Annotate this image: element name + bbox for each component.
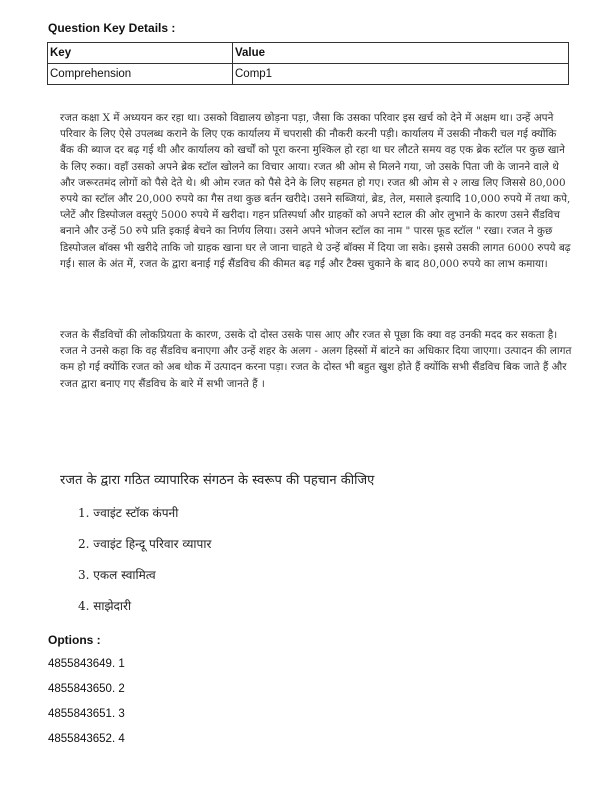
question-text: रजत के द्वारा गठित व्यापारिक संगठन के स्वरूप की पहचान कीजिए [60, 473, 375, 488]
option-item: 4855843651. 3 [48, 708, 125, 720]
table-row [48, 64, 569, 85]
question-key-heading: Question Key Details : [48, 21, 176, 35]
answer-choice: 1. ज्वाइंट स्टॉक कंपनी [78, 506, 179, 520]
row-value-cell: Comp1 [233, 64, 569, 85]
option-item: 4855843652. 4 [48, 733, 125, 745]
key-column-header: Key [48, 43, 233, 64]
option-item: 4855843650. 2 [48, 683, 125, 695]
answer-choice: 2. ज्वाइंट हिन्दू परिवार व्यापार [78, 537, 212, 551]
comprehension-paragraph-1: रजत कक्षा X में अध्ययन कर रहा था। उसको विद्यालय छोड़ना पड़ा, जैसा कि उसका परिवार इस खर्च को देने में अक्षम था। उन्हें अपने परिवार के लिए ऐसे उपलब्ध कराने के लिए एक कार्यालय में चपरासी की नौकरी करनी पड़ी। कार्यालय में उसकी नौकरी चल गई क्योंकि बैंक की ब्याज दर बढ़ गई थी और कार्यालय को खर्चों को पूरा करना मुश्किल हो रहा था घर लौटते समय वह एक ब्रेक स्टॉल पर कुछ खाने के लिए रुका। वहाँ उसको अपने ब्रेक स्टॉल खोलने का विचार आया। रजत श्री ओम से मिलने गया, जो उसके पिता जी के जानने वाले थे और जरूरतमंद लोगों को पैसे देते थे। श्री ओम रजत को पैसे देने के लिए सहमत हो गए। रजत श्री ओम से २ लाख लिए जिससे 80,000 रुपये का स्टॉल और 20,000 रुपये का गैस तथा कुछ बर्तन खरीदे। उसने सब्जियां, ब्रेड, तेल, मसाले इत्यादि 10,000 रुपये में तथा कपे, प्लेटें और डिस्पोजल वस्तुएं 5000 रुपये में खरीदा। गहन प्रतिस्पर्धा और ग्राहकों को अपने स्टाल की ओर लुभाने के कारण उसने सैंडविच बनाने और उन्हें 50 रुपे प्रति इकाई बेचने का निर्णय लिया। उसने अपने भोजन स्टॉल का नाम " पारस फूड स्टॉल " रखा। रजत ने कुछ डिस्पोजल बॉक्स भी खरीदे ताकि जो ग्राहक खाना घर ले जाना चाहते थे उन्हें बॉक्स में दिया जा सके। इससे उसकी लागत 6000 रुपये बढ़ गई। साल के अंत में, रजत के द्वारा बनाई गई सैंडविच की कीमत बढ़ गई और टैक्स चुकाने के बाद 80,000 रुपये का लाभ कमाया। [60, 112, 571, 270]
comprehension-paragraph-2: रजत के सैंडविचों की लोकप्रियता के कारण, उसके दो दोस्त उसके पास आए और रजत से पूछा कि क्या वह उनकी मदद कर सकता है। रजत ने उनसे कहा कि वह सैंडविच बनाएगा और उन्हें शहर के अलग - अलग हिस्सों में बांटने का अधिकार दिया जाएगा। उत्पादन की लागत कम हो गई क्योंकि रजत को अब थोक में उत्पादन करना पड़ा। रजत के दोस्त भी बहुत खुश होते हैं क्योंकि सभी सैंडविच बिक जाते हैं और रजत द्वारा बनाए गए सैंडविच के बारे में सभी जानते हैं । [60, 329, 572, 390]
answer-choices-list [78, 500, 211, 624]
value-column-header: Value [233, 43, 569, 64]
options-heading: Options : [48, 633, 101, 647]
answer-choice: 3. एकल स्वामित्व [78, 568, 156, 582]
answer-choice: 4. साझेदारी [78, 599, 132, 613]
question-key-table [47, 42, 569, 85]
row-key-cell: Comprehension [48, 64, 233, 85]
option-item: 4855843649. 1 [48, 658, 125, 670]
options-list [48, 656, 125, 756]
table-header-row [48, 43, 569, 64]
